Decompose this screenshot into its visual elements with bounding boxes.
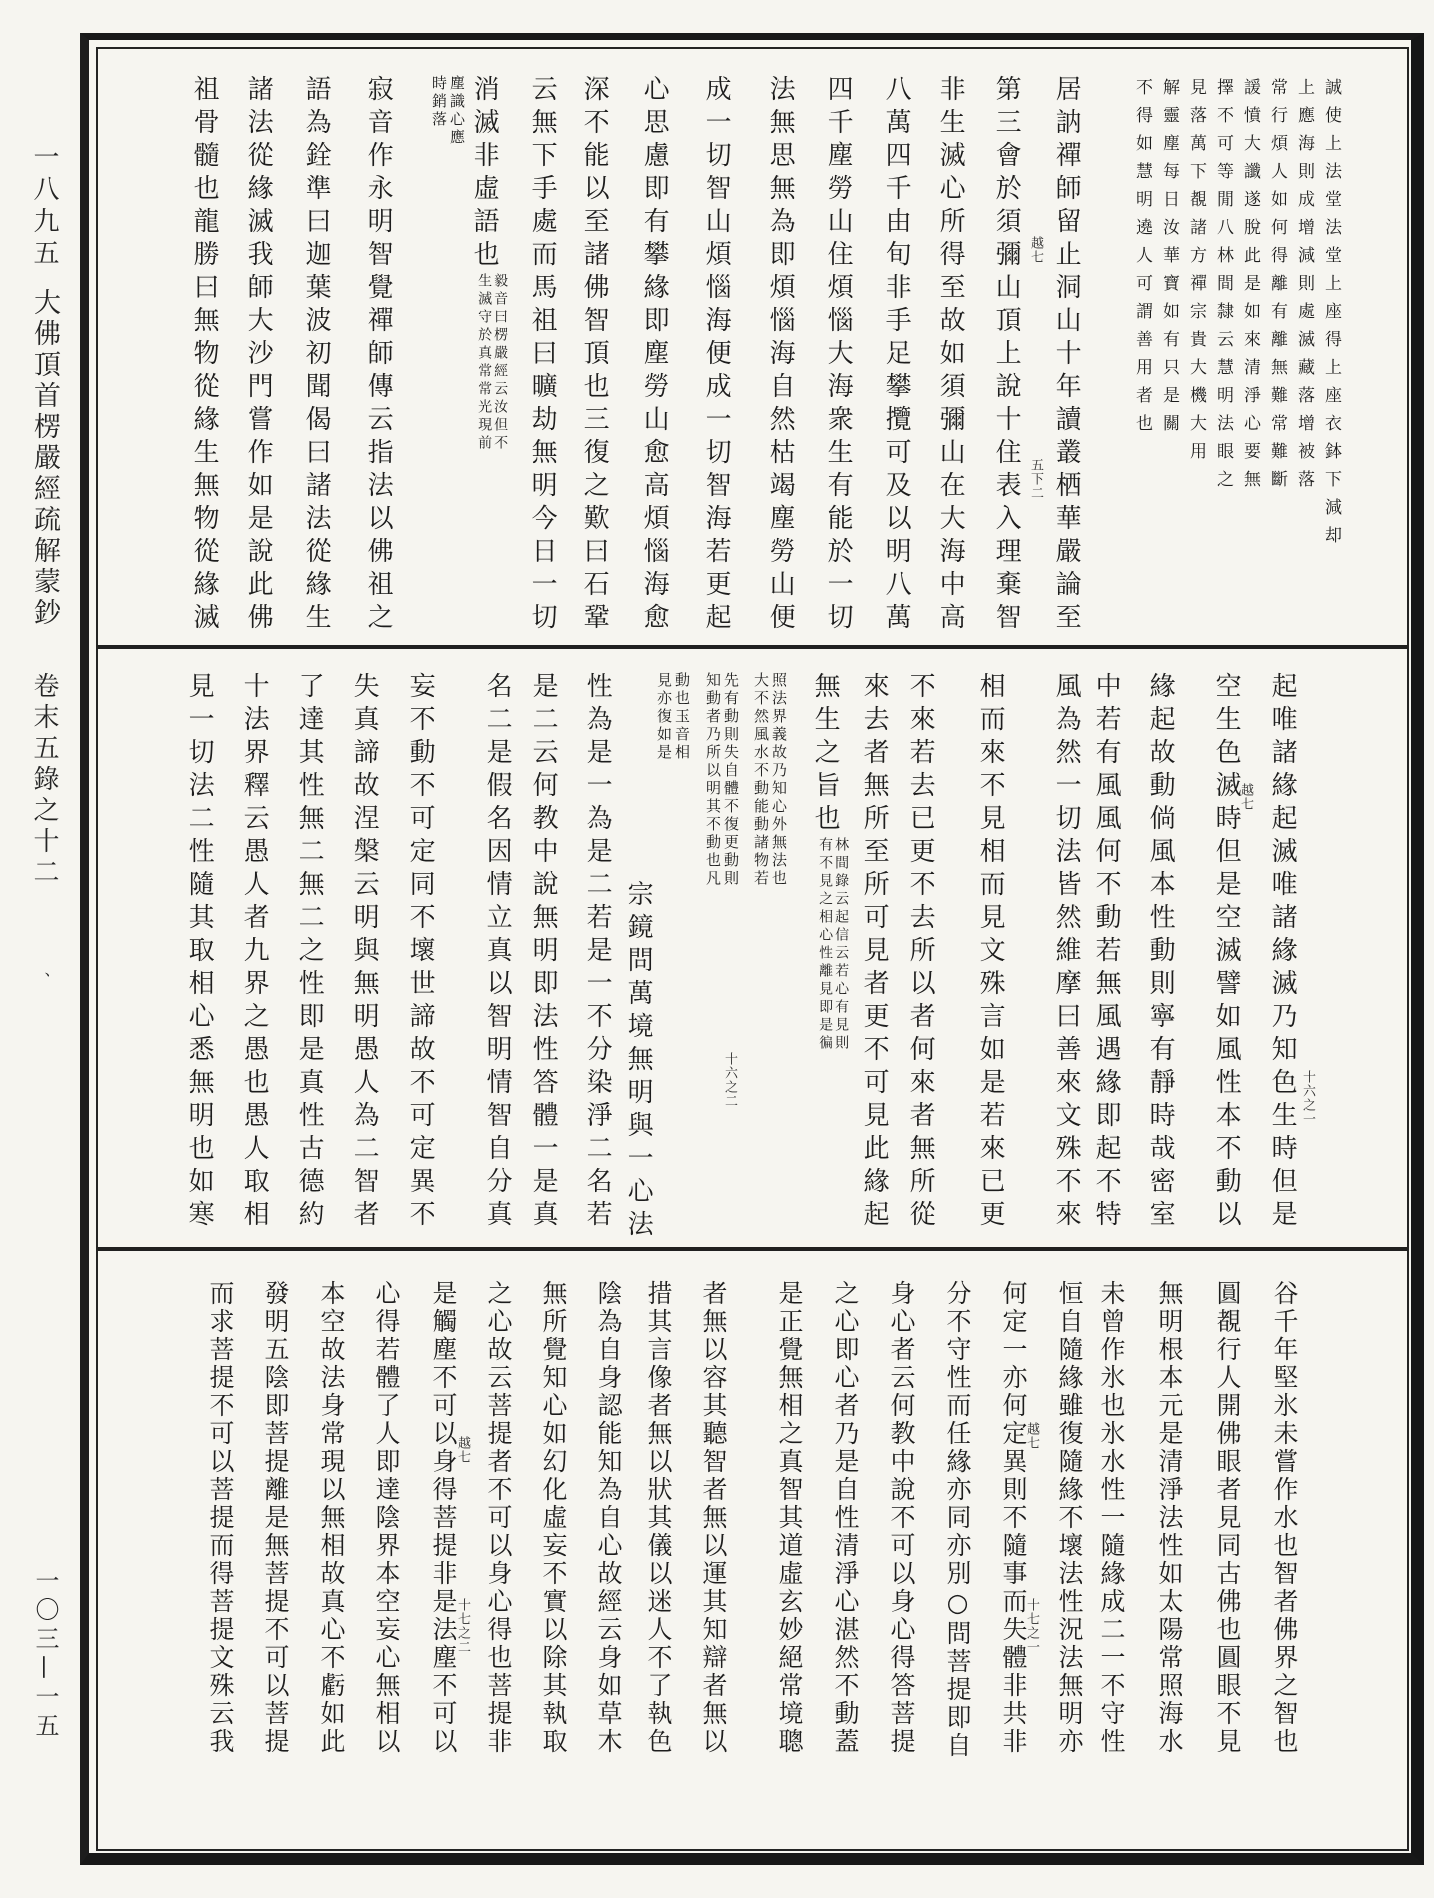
text-column: 性為是一為是二若是一不分染淨二名若	[582, 672, 613, 1233]
text-column: 未曾作氷也氷水性一隨緣成二一不守性	[1097, 1280, 1126, 1756]
citation-note: 越七	[1238, 783, 1254, 811]
text-column: 不來若去已更不去所以者何來者無所從	[905, 672, 936, 1233]
text-column: 恒自隨緣雖復隨緣不壞法性況法無明亦	[1055, 1280, 1084, 1756]
margin-title: 大佛頂首楞嚴經疏解蒙鈔	[29, 288, 60, 629]
text-column: 心思慮即有攀緣即塵勞山愈高煩惱海愈	[639, 75, 670, 636]
text-column: 中若有風風何不動若無風遇緣即起不特	[1091, 672, 1122, 1233]
text-column: 深不能以至諸佛智頂也三復之歎曰石鞏	[579, 75, 610, 636]
text-column-with-note	[811, 672, 849, 1053]
citation-note: 十七之一	[1024, 1598, 1040, 1654]
text-column: 相而來不見相而見文殊言如是若來已更	[975, 672, 1006, 1233]
text-column: 妄不動不可定同不壞世諦故不可定異不	[405, 672, 436, 1233]
text-column: 本空故法身常現以無相故真心不虧如此	[317, 1280, 346, 1756]
text-column: 名二是假名因情立真以智明情智自分真	[482, 672, 513, 1233]
text-column: 來去者無所至所可見者更不可見此緣起	[859, 672, 890, 1233]
text-column: 寂音作永明智覺禪師傳云指法以佛祖之	[363, 75, 394, 636]
text-column: 失真諦故涅槃云明與無明愚人為二智者	[349, 672, 380, 1233]
citation-note: 十六之一	[1300, 1070, 1316, 1126]
text-column: 措其言像者無以狀其儀以迷人不了執色	[644, 1280, 673, 1756]
citation-note: 越七	[455, 1436, 471, 1464]
text-column: 而求菩提不可以菩提而得菩提文殊云我	[206, 1280, 235, 1756]
register-divider-1	[97, 645, 1408, 649]
text-column: 十法界釋云愚人者九界之愚也愚人取相	[239, 672, 270, 1233]
text-column: 之心即心者乃是自性清淨心湛然不動蓋	[831, 1280, 860, 1756]
interlinear-note: 林間錄云起信云若心有見則 有不見之相心性離見即是徧	[817, 837, 850, 1053]
interlinear-note: 毅音曰楞嚴經云汝但不 生滅守於真常常光現前	[476, 273, 509, 453]
citation-note: 越七	[1024, 1422, 1040, 1450]
text-column: 無明根本元是清淨法性如太陽常照海水	[1155, 1280, 1184, 1756]
text-column: 宗鏡問萬境無明與一心法	[623, 880, 654, 1243]
small-note-column: 照法界義故乃知心外無法也 大不然風水不動能動諸物若	[752, 672, 788, 888]
text-column: 非生滅心所得至故如須彌山在大海中高	[935, 75, 966, 636]
text-column: 居訥禪師留止洞山十年讀叢栖華嚴論至	[1051, 75, 1082, 636]
text-column-with-note	[470, 75, 508, 453]
small-note-block: 誠使上法堂法堂上座得上座衣鉢下減却 上應海則成增減則處滅藏落增被落 常行煩人如何得離有離無難常難斷 諼憤大讖遂脫此是如來清淨心要無 擇不可等閒八林間隸云慧明法眼之 見落萬下覩諸方禪宗貴大機大用 解靈塵每日汝華寶如有只是關 不得如慧明遶人可謂善用者也	[1132, 78, 1341, 554]
register-divider-2	[97, 1247, 1408, 1251]
citation-note: 十七之二	[455, 1598, 471, 1654]
text-column: 身心者云何教中說不可以身心得答菩提	[887, 1280, 916, 1756]
column-head-text: 無生之旨也	[810, 672, 841, 837]
text-column: 語為銓準曰迦葉波初聞偈曰諸法從緣生	[301, 75, 332, 636]
text-column: 是觸塵不可以身得菩提非是法塵不可以	[429, 1280, 458, 1756]
small-note-column: 先有動則失自體不復更動則 知動者乃所以明其不動也凡	[704, 672, 740, 888]
text-column: 了達其性無二無二之性即是真性古德約	[294, 672, 325, 1233]
text-column: 谷千年堅氷未嘗作水也智者佛界之智也	[1270, 1280, 1299, 1756]
small-note-column: 動也玉音相 見亦復如是	[655, 672, 691, 762]
text-column: 八萬四千由旬非手足攀攬可及以明八萬	[881, 75, 912, 636]
margin-mark: 、	[32, 972, 51, 988]
text-column: 之心故云菩提者不可以身心得也菩提非	[484, 1280, 513, 1756]
text-column: 第三會於須彌山頂上說十住表入理棄智	[991, 75, 1022, 636]
text-column: 是二云何教中說無明即法性答體一是真	[528, 672, 559, 1233]
margin-volume-page: 一八九五	[29, 143, 59, 271]
text-column: 圓覩行人開佛眼者見同古佛也圓眼不見	[1213, 1280, 1242, 1756]
text-column: 空生色滅時但是空滅譬如風性本不動以	[1211, 672, 1242, 1233]
text-column: 云無下手處而馬祖曰曠劫無明今日一切	[527, 75, 558, 636]
text-column: 緣起故動倘風本性動則寧有靜時哉密室	[1145, 672, 1176, 1233]
text-column: 何定一亦何定異則不隨事而失體非共非	[999, 1280, 1028, 1756]
small-note-column: 塵識心應 時銷落	[430, 75, 466, 147]
citation-note: 越七	[1028, 236, 1044, 264]
text-column: 發明五陰即菩提離是無菩提不可以菩提	[261, 1280, 290, 1756]
text-column: 是正覺無相之真智其道虛玄妙絕常境聰	[775, 1280, 804, 1756]
text-column: 分不守性而任緣亦同亦別○問菩提即自	[943, 1280, 972, 1760]
text-column: 諸法從緣滅我師大沙門嘗作如是說此佛	[243, 75, 274, 636]
column-head-text: 消滅非虛語也	[469, 75, 500, 273]
text-column: 四千塵勞山住煩惱大海衆生有能於一切	[823, 75, 854, 636]
text-column: 祖骨髓也龍勝曰無物從緣生無物從緣滅	[189, 75, 220, 636]
citation-note: 十六之二	[722, 1052, 738, 1108]
text-column: 陰為自身認能知為自心故經云身如草木	[594, 1280, 623, 1756]
citation-note: 五下二	[1028, 458, 1044, 500]
margin-section: 卷末五錄之十二	[29, 672, 59, 889]
text-column: 心得若體了人即達陰界本空妄心無相以	[372, 1280, 401, 1756]
text-column: 見一切法二性隨其取相心悉無明也如寒	[184, 672, 215, 1233]
text-column: 風為然一切法皆然維摩曰善來文殊不來	[1051, 672, 1082, 1233]
text-column: 起唯諸緣起滅唯諸緣滅乃知色生時但是	[1267, 672, 1298, 1233]
text-column: 者無以容其聽智者無以運其知辯者無以	[699, 1280, 728, 1756]
text-column: 法無思無為即煩惱海自然枯竭塵勞山便	[765, 75, 796, 636]
margin-page-number: 一〇三—一五	[31, 1568, 59, 1742]
text-column: 無所覺知心如幻化虛妄不實以除其執取	[539, 1280, 568, 1756]
text-column: 成一切智山煩惱海便成一切智海若更起	[701, 75, 732, 636]
